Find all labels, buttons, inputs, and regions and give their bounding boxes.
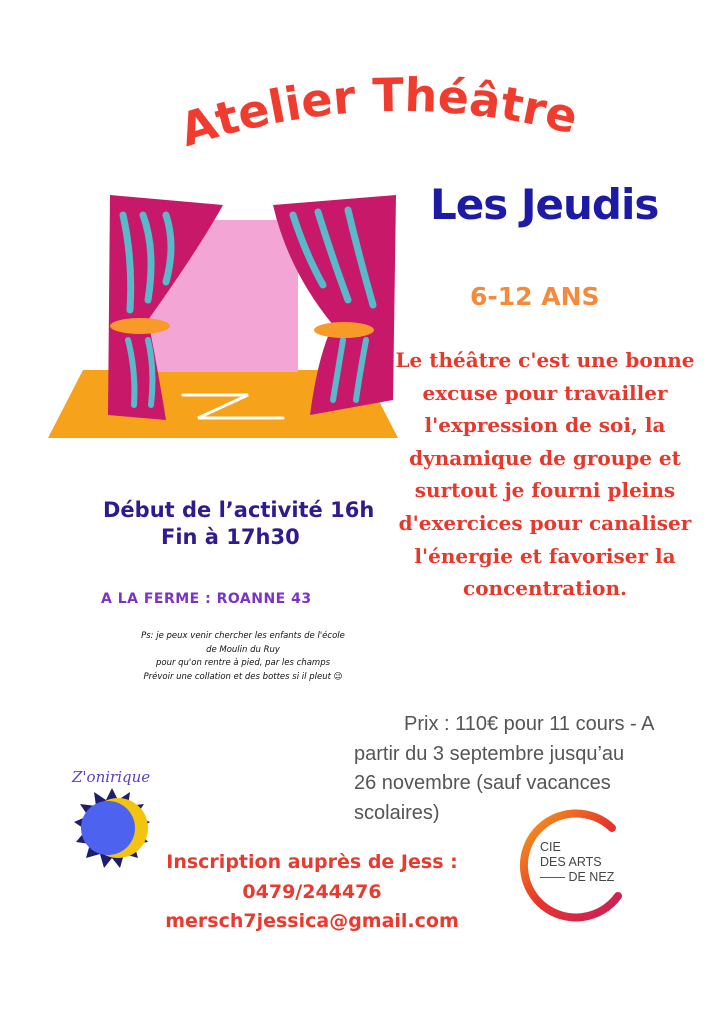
schedule-start: Début de l’activité 16h bbox=[103, 498, 375, 522]
contact-heading: Inscription auprès de Jess : bbox=[166, 851, 458, 873]
description-line: l'expression de soi, la bbox=[424, 413, 666, 438]
postscript-note bbox=[118, 630, 368, 684]
description-line: dynamique de groupe et bbox=[409, 445, 681, 470]
price-line: partir du 3 septembre jusqu’au bbox=[354, 742, 625, 765]
flyer-title bbox=[0, 0, 724, 200]
days-heading: Les Jeudis bbox=[430, 180, 659, 229]
description-line: d'exercices pour canaliser bbox=[398, 510, 692, 535]
price-line: scolaires) bbox=[354, 801, 440, 824]
description-line: l'énergie et favoriser la bbox=[414, 543, 676, 568]
cie-logo-line: —— DE NEZ bbox=[540, 870, 615, 884]
flyer-title-text: Atelier Théâtre bbox=[173, 67, 584, 158]
price-line: 26 novembre (sauf vacances bbox=[354, 772, 611, 794]
curtain-tie-left bbox=[110, 318, 170, 334]
schedule bbox=[103, 497, 374, 551]
description-line: concentration. bbox=[463, 576, 627, 601]
curtain-tie-right bbox=[314, 322, 374, 338]
schedule-end: Fin à 17h30 bbox=[161, 525, 300, 549]
contact-email[interactable]: mersch7jessica@gmail.com bbox=[165, 910, 459, 932]
planet-circle bbox=[81, 801, 135, 855]
contact-phone[interactable]: 0479/244476 bbox=[242, 880, 382, 903]
postscript-line: Prévoir une collation et des bottes si il pleut 😉 bbox=[143, 671, 343, 682]
description-line: surtout je fourni pleins bbox=[414, 478, 676, 503]
location: A LA FERME : ROANNE 43 bbox=[101, 591, 312, 607]
zonirique-logo-label: Z'onirique bbox=[72, 768, 151, 786]
cie-logo-text bbox=[540, 840, 614, 885]
contact-info bbox=[160, 848, 464, 937]
cie-logo-line: DES ARTS bbox=[540, 855, 602, 869]
age-range: 6-12 ANS bbox=[470, 282, 600, 311]
postscript-line: de Moulin du Ruy bbox=[206, 644, 280, 655]
postscript-line: Ps: je peux venir chercher les enfants de l'école bbox=[141, 631, 345, 641]
price-line: Prix : 110€ pour 11 cours - A bbox=[404, 713, 655, 735]
description bbox=[386, 344, 704, 605]
cie-logo-line: CIE bbox=[540, 840, 561, 854]
postscript-line: pour qu'on rentre à pied, par les champs bbox=[155, 658, 331, 668]
description-line: Le théâtre c'est une bonne bbox=[395, 348, 695, 372]
theatre-stage-illustration bbox=[48, 190, 398, 440]
description-line: excuse pour travailler bbox=[422, 380, 668, 405]
